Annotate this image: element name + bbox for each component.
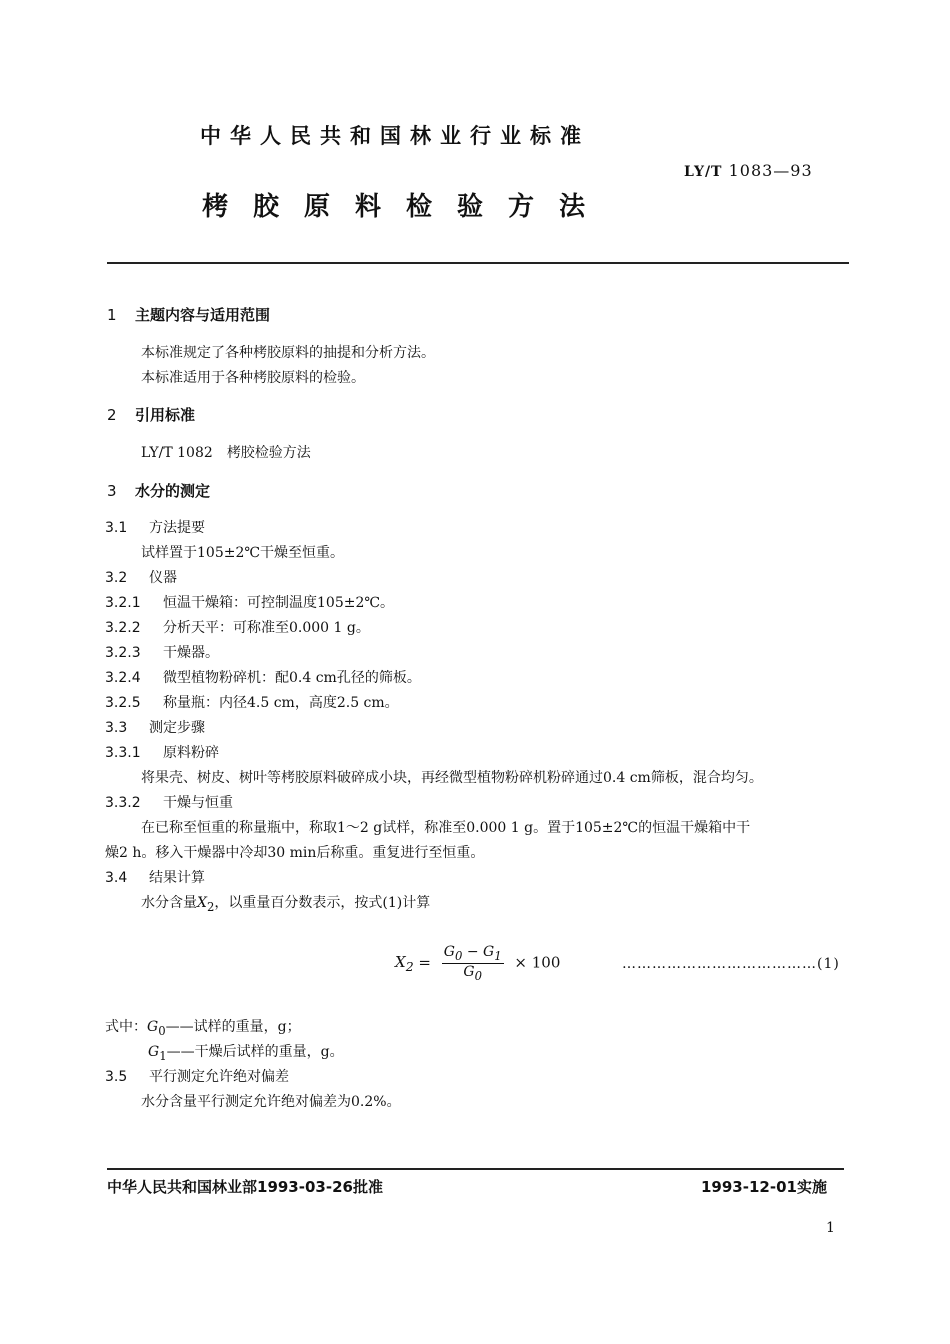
variable-x: X xyxy=(197,895,207,911)
clause-title: 仪器 xyxy=(149,570,177,586)
standard-code-prefix: LY/T xyxy=(684,164,723,180)
formula-lhs-sub: 2 xyxy=(405,959,414,975)
denominator-sub: 0 xyxy=(474,968,483,983)
intro-text-rest: ，以重量百分数表示，按式(1)计算 xyxy=(214,895,431,911)
clause-number: 3.2.3 xyxy=(105,645,141,661)
document-title: 栲胶原料检验方法 xyxy=(202,192,611,222)
equation-number: …………………………………(1) xyxy=(622,956,840,972)
clause-3-5-text: 水分含量平行测定允许绝对偏差为0.2%。 xyxy=(141,1094,401,1110)
clause-3-3-2-line-1: 在已称至恒重的称量瓶中，称取1～2 g试样，称准至0.000 1 g。置于105±2℃的恒温干燥箱中干 xyxy=(141,820,751,836)
clause-title: 原料粉碎 xyxy=(163,745,219,761)
clause-number: 3.4 xyxy=(105,870,128,886)
clause-3-3-2-line-2: 燥2 h。移入干燥器中冷却30 min后称重。重复进行至恒重。 xyxy=(105,845,485,861)
clause-number: 3.1 xyxy=(105,520,128,536)
numerator-sub-a: 0 xyxy=(454,948,463,963)
section-1-heading xyxy=(107,304,270,325)
legend-g0-desc: ——试样的重量，g； xyxy=(165,1019,301,1035)
legend-g0-sub: 0 xyxy=(158,1023,166,1038)
clause-3-4 xyxy=(105,867,205,887)
clause-3-2-4 xyxy=(105,667,421,687)
clause-3-2-3 xyxy=(105,642,219,662)
section-1-paragraph-1: 本标准规定了各种栲胶原料的抽提和分析方法。 xyxy=(141,345,435,361)
legend-prefix: 式中： xyxy=(105,1019,147,1035)
clause-title: 测定步骤 xyxy=(149,720,205,736)
clause-number: 3.2 xyxy=(105,570,128,586)
clause-title: 结果计算 xyxy=(149,870,205,886)
reference-standard: LY/T 1082 栲胶检验方法 xyxy=(141,445,311,461)
clause-3-3-1 xyxy=(105,742,219,762)
header-divider xyxy=(107,262,849,264)
section-title: 主题内容与适用范围 xyxy=(135,306,271,324)
clause-number: 3.2.2 xyxy=(105,620,141,636)
standard-type-heading: 中华人民共和国林业行业标准 xyxy=(200,124,590,148)
clause-3-3-2 xyxy=(105,792,233,812)
section-number: 1 xyxy=(107,306,117,324)
section-2-heading xyxy=(107,404,195,425)
clause-number: 3.3 xyxy=(105,720,128,736)
formula-fraction xyxy=(442,944,504,983)
formula-lhs xyxy=(395,953,414,975)
page-number: 1 xyxy=(826,1220,835,1236)
clause-number: 3.2.1 xyxy=(105,595,141,611)
clause-number: 3.2.4 xyxy=(105,670,141,686)
standard-code xyxy=(684,161,813,180)
approval-line: 中华人民共和国林业部1993-03-26批准 xyxy=(107,1178,383,1196)
clause-3-4-intro xyxy=(141,892,430,914)
clause-3-5 xyxy=(105,1066,289,1086)
clause-text: 微型植物粉碎机：配0.4 cm孔径的筛板。 xyxy=(163,670,421,686)
section-number: 2 xyxy=(107,406,117,424)
clause-text: 恒温干燥箱：可控制温度105±2℃。 xyxy=(163,595,395,611)
denominator-var: G xyxy=(463,963,475,980)
intro-text: 水分含量 xyxy=(141,895,197,911)
clause-3-1-text: 试样置于105±2℃干燥至恒重。 xyxy=(141,545,345,561)
numerator-var-a: G xyxy=(443,944,455,960)
formula-lhs-var: X xyxy=(395,953,406,972)
legend-g1-desc: ——干燥后试样的重量，g。 xyxy=(166,1044,344,1060)
formula-numerator xyxy=(442,944,504,964)
formula-denominator xyxy=(442,964,504,983)
clause-number: 3.5 xyxy=(105,1069,128,1085)
clause-title: 方法提要 xyxy=(149,520,205,536)
effective-date-line: 1993-12-01实施 xyxy=(701,1178,827,1196)
section-title: 引用标准 xyxy=(135,406,196,424)
clause-3-2-1 xyxy=(105,592,394,612)
clause-text: 干燥器。 xyxy=(163,645,219,661)
legend-g0-var: G xyxy=(147,1019,159,1035)
moisture-formula xyxy=(395,944,560,983)
footer-divider xyxy=(107,1168,844,1170)
formula-legend-g1 xyxy=(148,1041,344,1063)
formula-legend-g0 xyxy=(105,1016,301,1038)
formula-multiplier: × 100 xyxy=(514,953,561,972)
clause-number: 3.3.2 xyxy=(105,795,141,811)
section-title: 水分的测定 xyxy=(135,482,211,500)
numerator-minus: − xyxy=(462,944,484,960)
formula-equals: = xyxy=(418,953,431,972)
clause-3-2-2 xyxy=(105,617,370,637)
section-number: 3 xyxy=(107,482,117,500)
clause-number: 3.3.1 xyxy=(105,745,141,761)
clause-title: 平行测定允许绝对偏差 xyxy=(149,1069,289,1085)
numerator-sub-b: 1 xyxy=(494,948,502,963)
numerator-var-b: G xyxy=(483,944,495,960)
legend-g1-var: G xyxy=(148,1044,160,1060)
clause-title: 干燥与恒重 xyxy=(163,795,233,811)
clause-3-2 xyxy=(105,567,177,587)
variable-x-subscript: 2 xyxy=(206,899,215,914)
section-1-paragraph-2: 本标准适用于各种栲胶原料的检验。 xyxy=(141,370,365,386)
clause-number: 3.2.5 xyxy=(105,695,141,711)
clause-text: 分析天平：可称准至0.000 1 g。 xyxy=(163,620,370,636)
section-3-heading xyxy=(107,480,210,501)
clause-3-3-1-text: 将果壳、树皮、树叶等栲胶原料破碎成小块，再经微型植物粉碎机粉碎通过0.4 cm筛板，混合均匀。 xyxy=(141,770,763,786)
standard-code-number: 1083—93 xyxy=(728,161,813,180)
clause-text: 称量瓶：内径4.5 cm，高度2.5 cm。 xyxy=(163,695,399,711)
legend-g1-sub: 1 xyxy=(159,1048,167,1063)
clause-3-1 xyxy=(105,517,205,537)
clause-3-2-5 xyxy=(105,692,399,712)
clause-3-3 xyxy=(105,717,205,737)
